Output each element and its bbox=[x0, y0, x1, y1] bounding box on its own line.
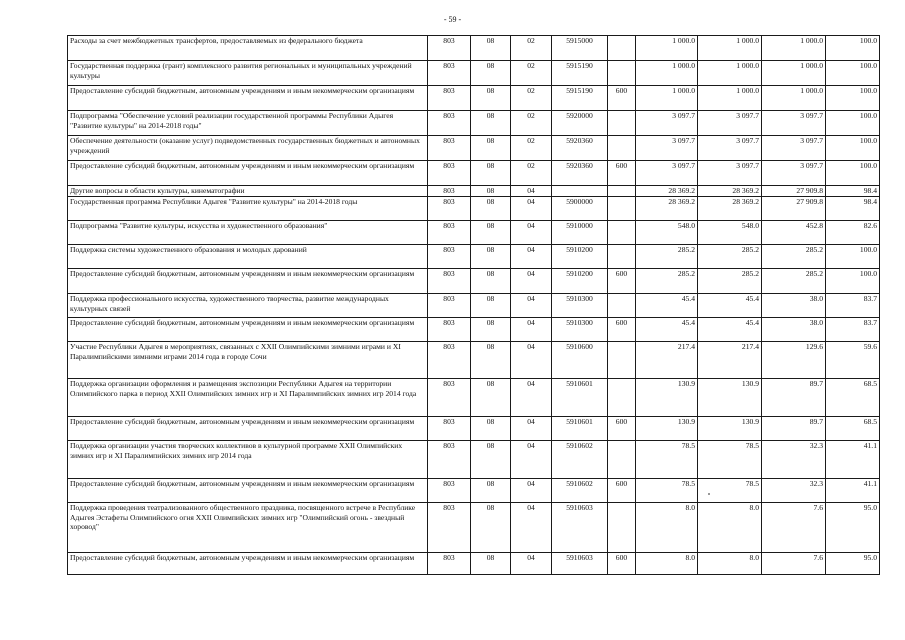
cell-execution-percent: 68.5 bbox=[826, 379, 880, 417]
cell-section-code: 08 bbox=[471, 553, 511, 575]
cell-amount-plan: 3 097.7 bbox=[636, 161, 698, 186]
cell-amount-executed: 89.7 bbox=[762, 379, 826, 417]
cell-department-code: 803 bbox=[428, 197, 471, 221]
cell-section-code: 08 bbox=[471, 136, 511, 161]
cell-expense-type bbox=[608, 36, 636, 61]
cell-expense-type bbox=[608, 197, 636, 221]
cell-expense-type bbox=[608, 441, 636, 479]
cell-amount-approved: 8.0 bbox=[698, 553, 762, 575]
cell-department-code: 803 bbox=[428, 318, 471, 342]
cell-expense-type: 600 bbox=[608, 479, 636, 503]
cell-amount-executed: 32.3 bbox=[762, 441, 826, 479]
cell-department-code: 803 bbox=[428, 61, 471, 86]
cell-execution-percent: 100.0 bbox=[826, 111, 880, 136]
cell-amount-approved: 285.2 bbox=[698, 245, 762, 269]
table-row bbox=[68, 111, 880, 136]
cell-execution-percent: 98.4 bbox=[826, 197, 880, 221]
cell-name: Предоставление субсидий бюджетным, автономным учреждениям и иным некоммерческим организациям bbox=[68, 479, 428, 503]
cell-name: Поддержка проведения театрализованного общественного праздника, посвященного встрече в Республике Адыгея Эстафеты Олимпийского огня XXII Олимпийских зимних игр "Олимпийский огонь - звездный хоровод" bbox=[68, 503, 428, 553]
cell-execution-percent: 95.0 bbox=[826, 503, 880, 553]
cell-name: Государственная программа Республики Адыгея "Развитие культуры" на 2014-2018 годы bbox=[68, 197, 428, 221]
cell-section-code: 08 bbox=[471, 441, 511, 479]
cell-amount-executed: 285.2 bbox=[762, 245, 826, 269]
cell-target-article: 5910603 bbox=[552, 553, 608, 575]
table-row bbox=[68, 269, 880, 294]
cell-amount-plan: 45.4 bbox=[636, 318, 698, 342]
cell-amount-approved: 3 097.7 bbox=[698, 161, 762, 186]
cell-amount-plan: 28 369.2 bbox=[636, 186, 698, 197]
cell-name: Поддержка организации участия творческих коллективов в культурной программе XXII Олимпийских зимних игр и XI Паралимпийских зимних игр 2014 года bbox=[68, 441, 428, 479]
table-row bbox=[68, 342, 880, 379]
cell-department-code: 803 bbox=[428, 245, 471, 269]
cell-execution-percent: 41.1 bbox=[826, 441, 880, 479]
cell-section-code: 08 bbox=[471, 61, 511, 86]
cell-amount-executed: 38.0 bbox=[762, 318, 826, 342]
cell-target-article: 5910600 bbox=[552, 342, 608, 379]
cell-amount-executed: 27 909.8 bbox=[762, 197, 826, 221]
cell-execution-percent: 100.0 bbox=[826, 36, 880, 61]
cell-amount-plan: 3 097.7 bbox=[636, 111, 698, 136]
cell-amount-executed: 7.6 bbox=[762, 503, 826, 553]
cell-target-article: 5910603 bbox=[552, 503, 608, 553]
cell-amount-executed: 3 097.7 bbox=[762, 161, 826, 186]
cell-amount-plan: 285.2 bbox=[636, 269, 698, 294]
cell-target-article: 5920360 bbox=[552, 136, 608, 161]
cell-expense-type: 600 bbox=[608, 318, 636, 342]
cell-target-article: 5910601 bbox=[552, 379, 608, 417]
table-row bbox=[68, 479, 880, 503]
cell-amount-executed: 1 000.0 bbox=[762, 86, 826, 111]
cell-expense-type bbox=[608, 503, 636, 553]
cell-amount-approved: 217.4 bbox=[698, 342, 762, 379]
cell-amount-plan: 8.0 bbox=[636, 503, 698, 553]
cell-amount-approved: 45.4 bbox=[698, 294, 762, 318]
cell-subsection-code: 02 bbox=[511, 36, 552, 61]
cell-amount-plan: 130.9 bbox=[636, 417, 698, 441]
cell-department-code: 803 bbox=[428, 553, 471, 575]
cell-target-article: 5915190 bbox=[552, 61, 608, 86]
table-row bbox=[68, 318, 880, 342]
cell-name: Предоставление субсидий бюджетным, автономным учреждениям и иным некоммерческим организациям bbox=[68, 86, 428, 111]
cell-section-code: 08 bbox=[471, 161, 511, 186]
cell-expense-type: 600 bbox=[608, 553, 636, 575]
cell-section-code: 08 bbox=[471, 186, 511, 197]
cell-target-article: 5920000 bbox=[552, 111, 608, 136]
cell-expense-type bbox=[608, 221, 636, 245]
cell-section-code: 08 bbox=[471, 197, 511, 221]
cell-amount-plan: 548.0 bbox=[636, 221, 698, 245]
table-row bbox=[68, 379, 880, 417]
cell-expense-type: 600 bbox=[608, 86, 636, 111]
cell-amount-executed: 1 000.0 bbox=[762, 61, 826, 86]
table-row bbox=[68, 36, 880, 61]
cell-amount-plan: 285.2 bbox=[636, 245, 698, 269]
cell-subsection-code: 02 bbox=[511, 161, 552, 186]
cell-subsection-code: 04 bbox=[511, 379, 552, 417]
table-body bbox=[68, 36, 880, 575]
cell-section-code: 08 bbox=[471, 86, 511, 111]
cell-section-code: 08 bbox=[471, 342, 511, 379]
cell-target-article: 5915190 bbox=[552, 86, 608, 111]
table-row bbox=[68, 197, 880, 221]
cell-department-code: 803 bbox=[428, 36, 471, 61]
cell-section-code: 08 bbox=[471, 417, 511, 441]
cell-name: Обеспечение деятельности (оказание услуг) подведомственных государственных бюджетных и автономных учреждений bbox=[68, 136, 428, 161]
cell-target-article: 5915000 bbox=[552, 36, 608, 61]
page-number: - 59 - bbox=[443, 15, 462, 24]
cell-amount-plan: 217.4 bbox=[636, 342, 698, 379]
cell-expense-type: 600 bbox=[608, 269, 636, 294]
cell-name: Предоставление субсидий бюджетным, автономным учреждениям и иным некоммерческим организациям bbox=[68, 417, 428, 441]
cell-amount-approved: 1 000.0 bbox=[698, 61, 762, 86]
cell-amount-approved: 548.0 bbox=[698, 221, 762, 245]
cell-section-code: 08 bbox=[471, 269, 511, 294]
cell-amount-executed: 129.6 bbox=[762, 342, 826, 379]
cell-name: Подпрограмма "Обеспечение условий реализации государственной программы Республики Адыгея "Развитие культуры" на 2014-2018 годы" bbox=[68, 111, 428, 136]
cell-name: Поддержка организации оформления и размещения экспозиции Республики Адыгея на территории Олимпийского парка в период XXII Олимпийских зимних игр и XI Паралимпийских зимних игр 2014 года bbox=[68, 379, 428, 417]
cell-amount-approved: 1 000.0 bbox=[698, 36, 762, 61]
cell-amount-approved: 78.5 bbox=[698, 441, 762, 479]
cell-department-code: 803 bbox=[428, 342, 471, 379]
cell-name: Предоставление субсидий бюджетным, автономным учреждениям и иным некоммерческим организациям bbox=[68, 553, 428, 575]
cell-subsection-code: 04 bbox=[511, 503, 552, 553]
cell-expense-type bbox=[608, 111, 636, 136]
cell-section-code: 08 bbox=[471, 318, 511, 342]
cell-subsection-code: 04 bbox=[511, 553, 552, 575]
cell-name: Расходы за счет межбюджетных трансфертов, предоставляемых из федерального бюджета bbox=[68, 36, 428, 61]
cell-subsection-code: 04 bbox=[511, 269, 552, 294]
cell-amount-approved: 28 369.2 bbox=[698, 186, 762, 197]
cell-execution-percent: 100.0 bbox=[826, 86, 880, 111]
cell-name: Поддержка профессионального искусства, художественного творчества, развитие международных культурных связей bbox=[68, 294, 428, 318]
cell-amount-executed: 7.6 bbox=[762, 553, 826, 575]
cell-section-code: 08 bbox=[471, 245, 511, 269]
cell-target-article bbox=[552, 186, 608, 197]
cell-department-code: 803 bbox=[428, 441, 471, 479]
cell-target-article: 5910300 bbox=[552, 294, 608, 318]
cell-execution-percent: 41.1 bbox=[826, 479, 880, 503]
cell-department-code: 803 bbox=[428, 136, 471, 161]
cell-department-code: 803 bbox=[428, 479, 471, 503]
cell-amount-plan: 8.0 bbox=[636, 553, 698, 575]
table-row bbox=[68, 221, 880, 245]
cell-name: Подпрограмма "Развитие культуры, искусства и художественного образования" bbox=[68, 221, 428, 245]
cell-subsection-code: 02 bbox=[511, 86, 552, 111]
cell-subsection-code: 02 bbox=[511, 111, 552, 136]
table-row bbox=[68, 503, 880, 553]
cell-expense-type bbox=[608, 61, 636, 86]
cell-section-code: 08 bbox=[471, 479, 511, 503]
cell-expense-type: 600 bbox=[608, 161, 636, 186]
cell-expense-type bbox=[608, 186, 636, 197]
cell-amount-plan: 1 000.0 bbox=[636, 86, 698, 111]
cell-amount-executed: 1 000.0 bbox=[762, 36, 826, 61]
cell-amount-approved: 3 097.7 bbox=[698, 136, 762, 161]
cell-department-code: 803 bbox=[428, 86, 471, 111]
cell-name: Поддержка системы художественного образования и молодых дарований bbox=[68, 245, 428, 269]
table-row bbox=[68, 245, 880, 269]
table-row bbox=[68, 553, 880, 575]
cell-amount-plan: 78.5 bbox=[636, 479, 698, 503]
cell-section-code: 08 bbox=[471, 111, 511, 136]
cell-execution-percent: 98.4 bbox=[826, 186, 880, 197]
cell-amount-approved: 3 097.7 bbox=[698, 111, 762, 136]
cell-amount-executed: 38.0 bbox=[762, 294, 826, 318]
table-row bbox=[68, 294, 880, 318]
cell-target-article: 5900000 bbox=[552, 197, 608, 221]
cell-amount-executed: 3 097.7 bbox=[762, 136, 826, 161]
cell-department-code: 803 bbox=[428, 186, 471, 197]
cell-department-code: 803 bbox=[428, 221, 471, 245]
table-row bbox=[68, 136, 880, 161]
cell-execution-percent: 59.6 bbox=[826, 342, 880, 379]
cell-expense-type: 600 bbox=[608, 417, 636, 441]
cell-amount-plan: 130.9 bbox=[636, 379, 698, 417]
cell-target-article: 5910300 bbox=[552, 318, 608, 342]
cell-target-article: 5910602 bbox=[552, 479, 608, 503]
table-row bbox=[68, 417, 880, 441]
cell-amount-approved: 8.0 bbox=[698, 503, 762, 553]
cell-name: Предоставление субсидий бюджетным, автономным учреждениям и иным некоммерческим организациям bbox=[68, 318, 428, 342]
cell-amount-approved: 1 000.0 bbox=[698, 86, 762, 111]
cell-execution-percent: 100.0 bbox=[826, 245, 880, 269]
cell-amount-plan: 1 000.0 bbox=[636, 36, 698, 61]
cell-amount-executed: 27 909.8 bbox=[762, 186, 826, 197]
cell-target-article: 5910601 bbox=[552, 417, 608, 441]
cell-execution-percent: 68.5 bbox=[826, 417, 880, 441]
cell-section-code: 08 bbox=[471, 503, 511, 553]
cell-execution-percent: 82.6 bbox=[826, 221, 880, 245]
cell-target-article: 5910200 bbox=[552, 269, 608, 294]
cell-execution-percent: 100.0 bbox=[826, 61, 880, 86]
cell-amount-executed: 32.3 bbox=[762, 479, 826, 503]
cell-subsection-code: 02 bbox=[511, 61, 552, 86]
cell-subsection-code: 04 bbox=[511, 417, 552, 441]
cell-amount-plan: 1 000.0 bbox=[636, 61, 698, 86]
cell-amount-executed: 3 097.7 bbox=[762, 111, 826, 136]
cell-name: Государственная поддержка (грант) комплексного развития региональных и муниципальных учреждений культуры bbox=[68, 61, 428, 86]
table-row bbox=[68, 86, 880, 111]
cell-subsection-code: 04 bbox=[511, 342, 552, 379]
cell-execution-percent: 100.0 bbox=[826, 161, 880, 186]
cell-department-code: 803 bbox=[428, 161, 471, 186]
cell-amount-approved: 78.5 bbox=[698, 479, 762, 503]
cell-target-article: 5920360 bbox=[552, 161, 608, 186]
cell-name: Участие Республики Адыгея в мероприятиях, связанных с XXII Олимпийскими зимними играми и XI Паралимпийскими зимними играми 2014 года в городе Сочи bbox=[68, 342, 428, 379]
cell-amount-plan: 45.4 bbox=[636, 294, 698, 318]
cell-name: Другие вопросы в области культуры, кинематографии bbox=[68, 186, 428, 197]
cell-name: Предоставление субсидий бюджетным, автономным учреждениям и иным некоммерческим организациям bbox=[68, 161, 428, 186]
cell-target-article: 5910602 bbox=[552, 441, 608, 479]
cell-amount-executed: 285.2 bbox=[762, 269, 826, 294]
cell-amount-approved: 130.9 bbox=[698, 417, 762, 441]
cell-section-code: 08 bbox=[471, 36, 511, 61]
cell-name: Предоставление субсидий бюджетным, автономным учреждениям и иным некоммерческим организациям bbox=[68, 269, 428, 294]
table-row bbox=[68, 161, 880, 186]
cell-expense-type bbox=[608, 342, 636, 379]
budget-table bbox=[67, 35, 880, 575]
cell-amount-approved: 28 369.2 bbox=[698, 197, 762, 221]
cell-subsection-code: 04 bbox=[511, 294, 552, 318]
cell-expense-type bbox=[608, 294, 636, 318]
cell-execution-percent: 100.0 bbox=[826, 269, 880, 294]
cell-subsection-code: 04 bbox=[511, 479, 552, 503]
cell-subsection-code: 04 bbox=[511, 318, 552, 342]
cell-department-code: 803 bbox=[428, 269, 471, 294]
cell-section-code: 08 bbox=[471, 221, 511, 245]
cell-expense-type bbox=[608, 136, 636, 161]
cell-expense-type bbox=[608, 245, 636, 269]
cell-subsection-code: 04 bbox=[511, 245, 552, 269]
cell-expense-type bbox=[608, 379, 636, 417]
cell-amount-approved: 285.2 bbox=[698, 269, 762, 294]
cell-amount-executed: 89.7 bbox=[762, 417, 826, 441]
cell-amount-executed: 452.8 bbox=[762, 221, 826, 245]
table-row bbox=[68, 441, 880, 479]
cell-execution-percent: 83.7 bbox=[826, 318, 880, 342]
table-row bbox=[68, 61, 880, 86]
cell-target-article: 5910200 bbox=[552, 245, 608, 269]
cell-subsection-code: 04 bbox=[511, 221, 552, 245]
cell-section-code: 08 bbox=[471, 379, 511, 417]
cell-department-code: 803 bbox=[428, 503, 471, 553]
cell-execution-percent: 100.0 bbox=[826, 136, 880, 161]
cell-execution-percent: 83.7 bbox=[826, 294, 880, 318]
cell-department-code: 803 bbox=[428, 379, 471, 417]
cell-subsection-code: 04 bbox=[511, 186, 552, 197]
cell-subsection-code: 02 bbox=[511, 136, 552, 161]
cell-execution-percent: 95.0 bbox=[826, 553, 880, 575]
cell-subsection-code: 04 bbox=[511, 441, 552, 479]
cell-target-article: 5910000 bbox=[552, 221, 608, 245]
cell-department-code: 803 bbox=[428, 294, 471, 318]
cell-amount-plan: 3 097.7 bbox=[636, 136, 698, 161]
table-row bbox=[68, 186, 880, 197]
cell-amount-approved: 130.9 bbox=[698, 379, 762, 417]
cell-department-code: 803 bbox=[428, 417, 471, 441]
cell-amount-approved: 45.4 bbox=[698, 318, 762, 342]
scan-speck bbox=[708, 493, 710, 495]
cell-section-code: 08 bbox=[471, 294, 511, 318]
cell-amount-plan: 28 369.2 bbox=[636, 197, 698, 221]
cell-subsection-code: 04 bbox=[511, 197, 552, 221]
cell-department-code: 803 bbox=[428, 111, 471, 136]
cell-amount-plan: 78.5 bbox=[636, 441, 698, 479]
